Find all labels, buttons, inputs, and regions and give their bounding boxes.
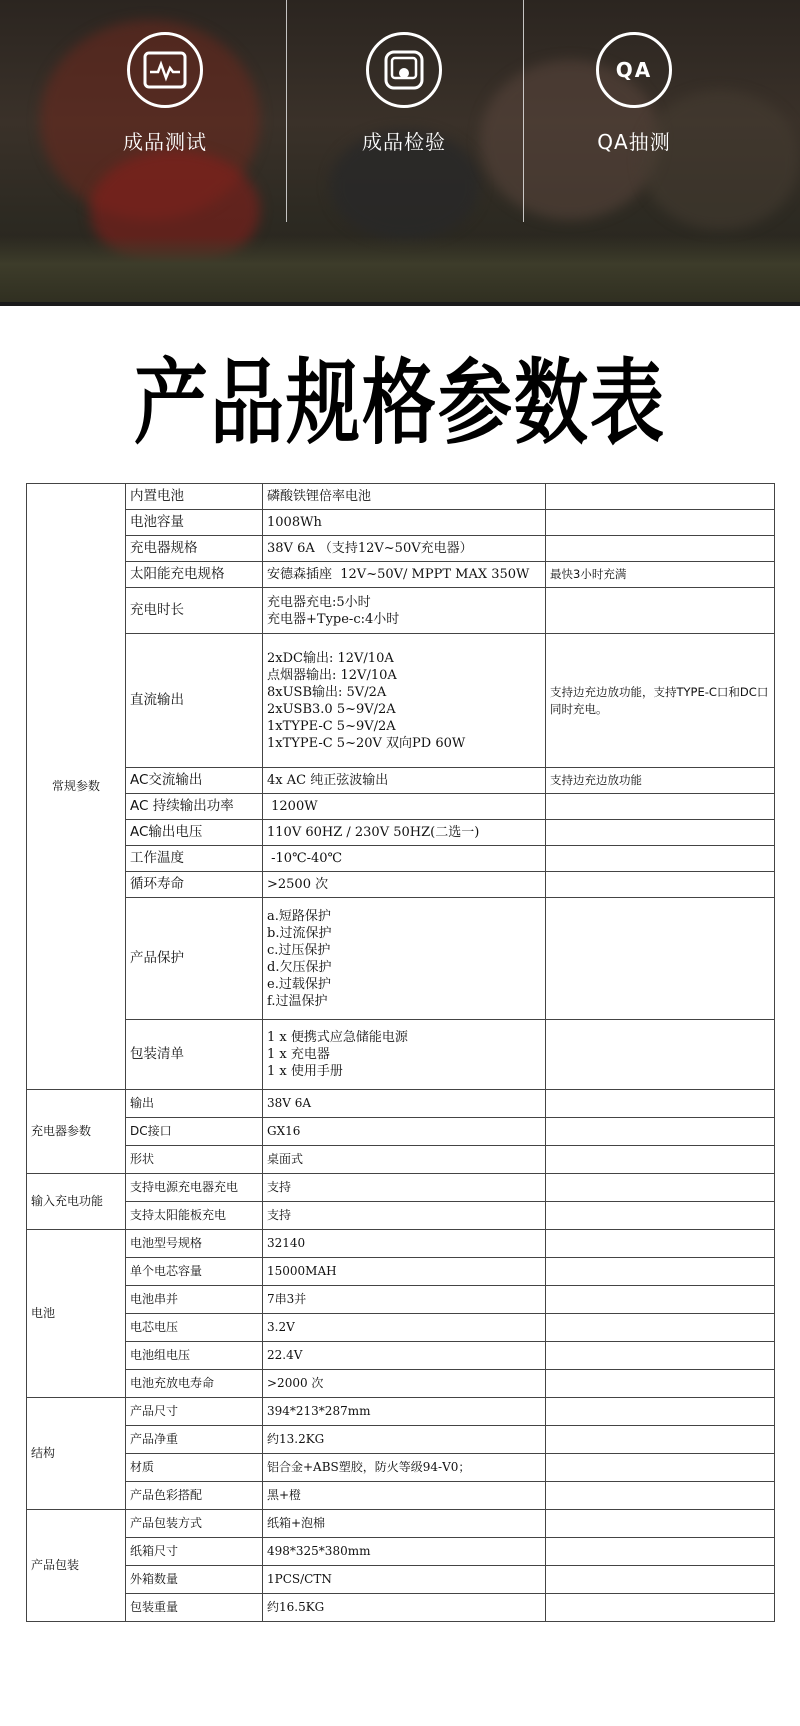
value-line: 点烟器输出: 12V/10A: [267, 667, 397, 683]
param-note-cell: [546, 820, 775, 846]
feature-label: QA抽测: [597, 130, 671, 154]
param-value-cell: >2000 次: [263, 1370, 546, 1398]
param-name-cell: 产品保护: [126, 898, 263, 1020]
param-value-cell: GX16: [263, 1118, 546, 1146]
table-row: [27, 1566, 775, 1594]
param-note-cell: [546, 1230, 775, 1258]
param-value-cell: [263, 510, 546, 536]
table-row: [27, 588, 775, 634]
param-value-cell: [263, 872, 546, 898]
param-name-cell: 电池型号规格: [126, 1230, 263, 1258]
table-row: [27, 820, 775, 846]
value-line: 1008Wh: [267, 515, 322, 530]
spec-table: [26, 483, 775, 1622]
waveform-test-icon: [127, 32, 203, 108]
value-line: 2xUSB3.0 5~9V/2A: [267, 701, 396, 717]
param-name-cell: 包装清单: [126, 1020, 263, 1090]
table-row: [27, 510, 775, 536]
table-row: [27, 1594, 775, 1622]
param-value-cell: 支持: [263, 1202, 546, 1230]
value-line: b.过流保护: [267, 925, 332, 941]
param-value-cell: 498*325*380mm: [263, 1538, 546, 1566]
param-note-cell: [546, 1146, 775, 1174]
grass-ground: [0, 236, 800, 306]
param-value-cell: 桌面式: [263, 1146, 546, 1174]
category-cell: 结构: [27, 1398, 126, 1510]
table-row: [27, 484, 775, 510]
value-line: >2500 次: [267, 877, 329, 892]
param-value-cell: [263, 588, 546, 634]
value-line: 磷酸铁锂倍率电池: [267, 489, 372, 504]
param-name-cell: 内置电池: [126, 484, 263, 510]
param-name-cell: 电池容量: [126, 510, 263, 536]
param-value-cell: 38V 6A: [263, 1090, 546, 1118]
hero-separator: [286, 0, 287, 222]
param-note-cell: [546, 1174, 775, 1202]
param-value-cell: 支持: [263, 1174, 546, 1202]
param-note-cell: [546, 536, 775, 562]
value-line: a.短路保护: [267, 908, 331, 924]
param-name-cell: 产品净重: [126, 1426, 263, 1454]
param-name-cell: 产品包装方式: [126, 1510, 263, 1538]
param-name-cell: 材质: [126, 1454, 263, 1482]
value-line: f.过温保护: [267, 993, 328, 1009]
value-line: 110V 60HZ / 230V 50HZ(二选一): [267, 825, 480, 840]
table-row: [27, 1398, 775, 1426]
param-note-cell: [546, 510, 775, 536]
param-note-cell: [546, 1454, 775, 1482]
inspection-icon: [366, 32, 442, 108]
param-name-cell: 外箱数量: [126, 1566, 263, 1594]
param-value-cell: [263, 536, 546, 562]
param-note-cell: [546, 1202, 775, 1230]
category-cell: 输入充电功能: [27, 1174, 126, 1230]
feature-label: 成品测试: [123, 130, 207, 154]
param-note-cell: [546, 1314, 775, 1342]
param-value-cell: [263, 562, 546, 588]
param-note-cell: [546, 1286, 775, 1314]
category-cell: 充电器参数: [27, 1090, 126, 1174]
param-note-cell: [546, 1090, 775, 1118]
param-value-cell: 32140: [263, 1230, 546, 1258]
param-note-cell: [546, 1538, 775, 1566]
param-note-cell: 最快3小时充满: [546, 562, 775, 588]
param-name-cell: 电芯电压: [126, 1314, 263, 1342]
table-row: [27, 1146, 775, 1174]
param-note-cell: [546, 1426, 775, 1454]
value-line: 1 x 充电器: [267, 1047, 330, 1062]
table-row: [27, 768, 775, 794]
param-name-cell: 电池组电压: [126, 1342, 263, 1370]
param-name-cell: 电池串并: [126, 1286, 263, 1314]
param-note-cell: [546, 484, 775, 510]
table-row: [27, 1230, 775, 1258]
value-line: 4x AC 纯正弦波输出: [267, 773, 389, 788]
qa-badge-icon: [596, 32, 672, 108]
table-row: [27, 898, 775, 1020]
param-name-cell: 产品尺寸: [126, 1398, 263, 1426]
param-value-cell: [263, 484, 546, 510]
table-row: [27, 1258, 775, 1286]
value-line: 充电器充电:5小时: [267, 594, 371, 610]
param-name-cell: AC 持续输出功率: [126, 794, 263, 820]
param-value-cell: [263, 1020, 546, 1090]
param-value-cell: 约13.2KG: [263, 1426, 546, 1454]
param-note-cell: [546, 1482, 775, 1510]
param-note-cell: [546, 794, 775, 820]
param-name-cell: 支持太阳能板充电: [126, 1202, 263, 1230]
value-line: 1200W: [267, 799, 318, 814]
table-row: [27, 1020, 775, 1090]
param-value-cell: 22.4V: [263, 1342, 546, 1370]
param-name-cell: 包装重量: [126, 1594, 263, 1622]
param-value-cell: [263, 898, 546, 1020]
param-value-cell: 铝合金+ABS塑胶，防火等级94-V0；: [263, 1454, 546, 1482]
param-value-cell: 纸箱+泡棉: [263, 1510, 546, 1538]
value-line: 38V 6A （支持12V~50V充电器）: [267, 541, 473, 556]
param-note-cell: 支持边充边放功能: [546, 768, 775, 794]
table-row: [27, 562, 775, 588]
table-row: [27, 1286, 775, 1314]
feature-qa-sampling: [534, 32, 734, 155]
param-name-cell: 输出: [126, 1090, 263, 1118]
table-row: [27, 1202, 775, 1230]
value-line: 2xDC输出: 12V/10A: [267, 650, 394, 666]
param-name-cell: 产品色彩搭配: [126, 1482, 263, 1510]
value-line: 8xUSB输出: 5V/2A: [267, 684, 387, 700]
table-row: [27, 1174, 775, 1202]
param-value-cell: 1PCS/CTN: [263, 1566, 546, 1594]
param-note-cell: [546, 1258, 775, 1286]
value-line: -10℃-40℃: [267, 851, 343, 866]
feature-product-test: [65, 32, 265, 155]
table-row: [27, 1342, 775, 1370]
table-row: [27, 1426, 775, 1454]
param-name-cell: 电池充放电寿命: [126, 1370, 263, 1398]
param-name-cell: DC接口: [126, 1118, 263, 1146]
table-row: [27, 872, 775, 898]
value-line: e.过载保护: [267, 976, 331, 992]
param-name-cell: 支持电源充电器充电: [126, 1174, 263, 1202]
value-line: d.欠压保护: [267, 959, 332, 975]
table-row: [27, 1370, 775, 1398]
table-row: [27, 1510, 775, 1538]
category-cell: 电池: [27, 1230, 126, 1398]
param-note-cell: 支持边充边放功能，支持TYPE-C口和DC口同时充电。: [546, 634, 775, 768]
param-name-cell: 工作温度: [126, 846, 263, 872]
param-value-cell: [263, 820, 546, 846]
param-note-cell: [546, 898, 775, 1020]
param-note-cell: [546, 588, 775, 634]
table-row: [27, 846, 775, 872]
value-line: 1xTYPE-C 5~20V 双向PD 60W: [267, 735, 466, 751]
qa-icon-text: QA: [615, 58, 653, 82]
param-name-cell: 循环寿命: [126, 872, 263, 898]
value-line: 1 x 便携式应急储能电源: [267, 1030, 408, 1045]
feature-product-inspection: [304, 32, 504, 155]
param-note-cell: [546, 872, 775, 898]
param-value-cell: 黑+橙: [263, 1482, 546, 1510]
value-line: 1 x 使用手册: [267, 1064, 343, 1079]
hero-separator: [523, 0, 524, 222]
param-value-cell: 7串3并: [263, 1286, 546, 1314]
table-row: [27, 634, 775, 768]
hero-bottom-border: [0, 302, 800, 306]
param-note-cell: [546, 1020, 775, 1090]
param-note-cell: [546, 1118, 775, 1146]
param-note-cell: [546, 1398, 775, 1426]
value-line: c.过压保护: [267, 942, 331, 958]
param-value-cell: [263, 634, 546, 768]
value-line: 安德森插座 12V~50V/ MPPT MAX 350W: [267, 567, 530, 582]
param-value-cell: [263, 794, 546, 820]
param-name-cell: AC输出电压: [126, 820, 263, 846]
value-line: 充电器+Type-c:4小时: [267, 611, 400, 627]
param-value-cell: 15000MAH: [263, 1258, 546, 1286]
param-note-cell: [546, 1510, 775, 1538]
table-row: [27, 536, 775, 562]
table-row: [27, 1454, 775, 1482]
param-name-cell: 充电时长: [126, 588, 263, 634]
param-value-cell: 394*213*287mm: [263, 1398, 546, 1426]
param-value-cell: [263, 768, 546, 794]
param-note-cell: [546, 1594, 775, 1622]
table-row: [27, 1118, 775, 1146]
category-cell: 常规参数: [27, 484, 126, 1090]
table-row: [27, 1482, 775, 1510]
param-name-cell: AC交流输出: [126, 768, 263, 794]
param-name-cell: 形状: [126, 1146, 263, 1174]
feature-label: 成品检验: [362, 130, 446, 154]
category-cell: 产品包装: [27, 1510, 126, 1622]
param-note-cell: [546, 1566, 775, 1594]
param-note-cell: [546, 1342, 775, 1370]
param-name-cell: 太阳能充电规格: [126, 562, 263, 588]
hero-banner: [0, 0, 800, 306]
page-title: 产品规格参数表: [134, 350, 666, 458]
param-name-cell: 直流输出: [126, 634, 263, 768]
param-name-cell: 充电器规格: [126, 536, 263, 562]
param-value-cell: 3.2V: [263, 1314, 546, 1342]
param-value-cell: [263, 846, 546, 872]
param-note-cell: [546, 1370, 775, 1398]
param-value-cell: 约16.5KG: [263, 1594, 546, 1622]
table-row: [27, 794, 775, 820]
param-name-cell: 纸箱尺寸: [126, 1538, 263, 1566]
table-row: [27, 1538, 775, 1566]
param-name-cell: 单个电芯容量: [126, 1258, 263, 1286]
table-row: [27, 1314, 775, 1342]
param-note-cell: [546, 846, 775, 872]
value-line: 1xTYPE-C 5~9V/2A: [267, 718, 396, 734]
table-row: [27, 1090, 775, 1118]
